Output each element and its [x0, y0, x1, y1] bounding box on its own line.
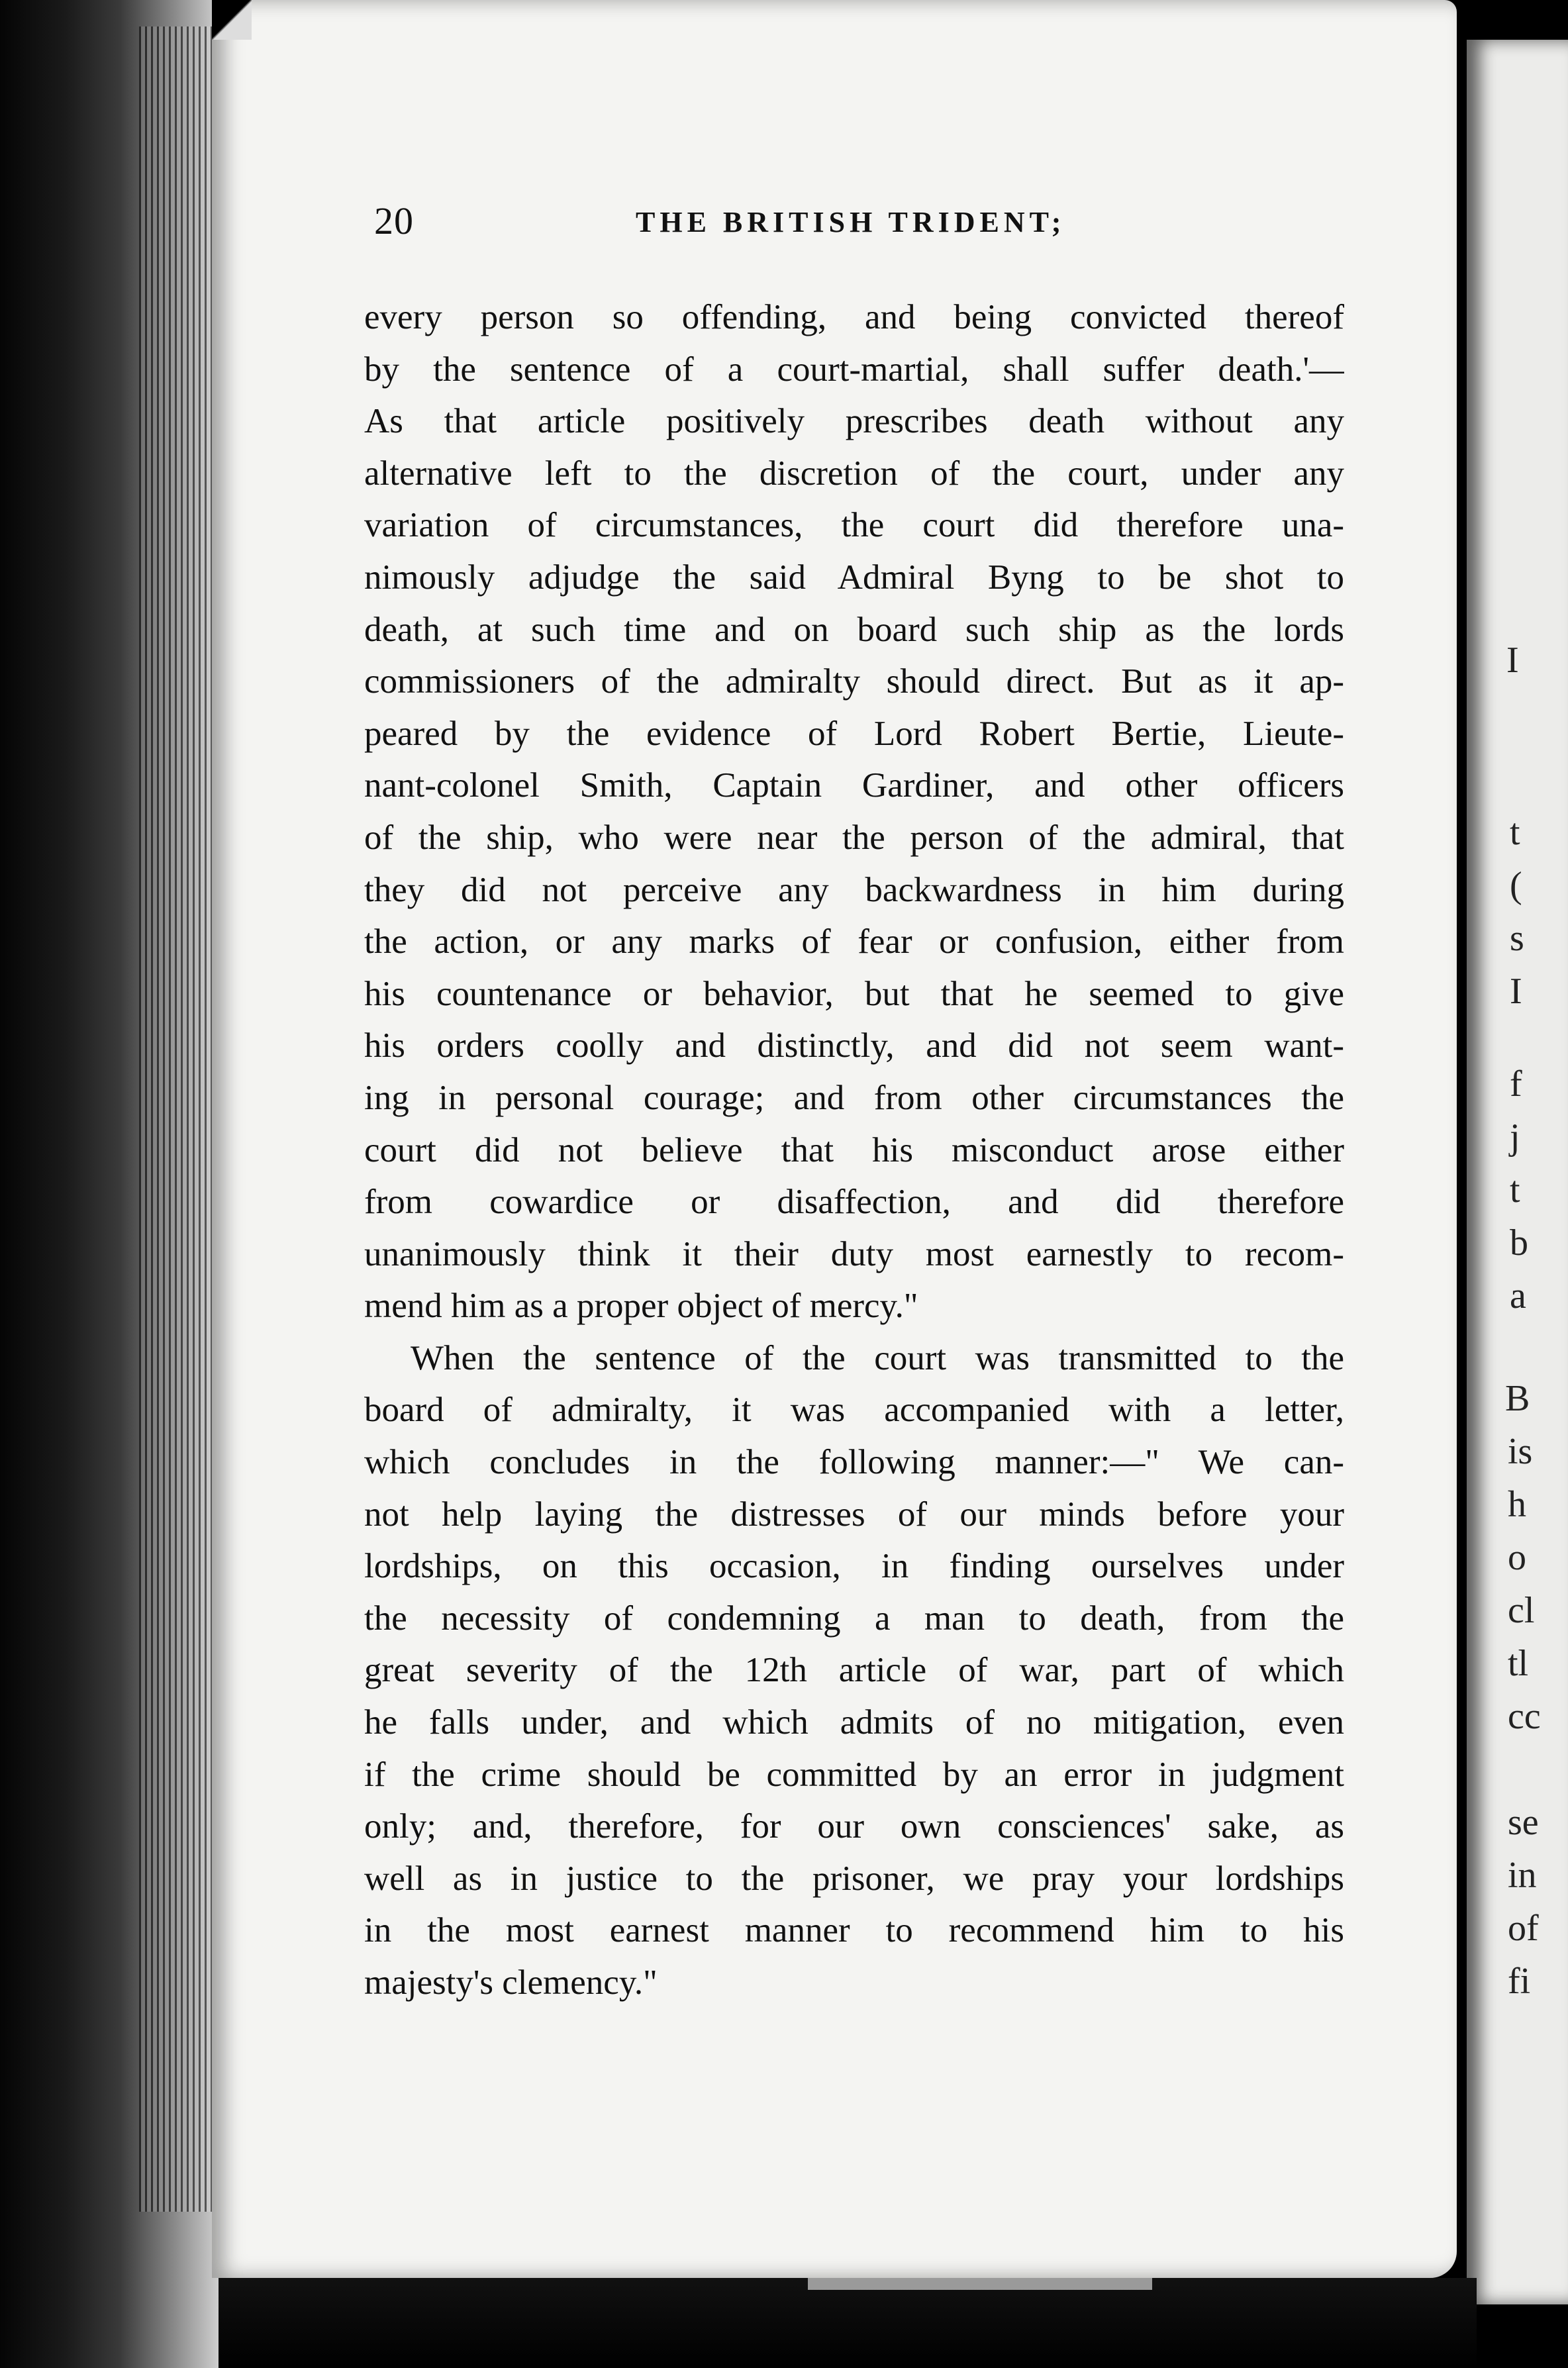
page-edges: [139, 26, 212, 2212]
text-line: unanimously think it their duty most earnestly to recom-: [364, 1234, 1344, 1273]
page-bottom-edge: [808, 2278, 1152, 2290]
facing-page-fragment: o: [1508, 1537, 1526, 1578]
text-line: which concludes in the following manner:—" We can-: [364, 1443, 1344, 1482]
running-title: THE BRITISH TRIDENT;: [636, 206, 1066, 238]
text-line: well as in justice to the prisoner, we pray your lordships: [364, 1859, 1344, 1898]
text-line: not help laying the distresses of our minds before your: [364, 1495, 1344, 1534]
paragraph: [364, 291, 1344, 1332]
facing-page-fragment: I: [1510, 971, 1522, 1012]
text-line: the necessity of condemning a man to death, from the: [364, 1599, 1344, 1638]
text-line: every person so offending, and being convicted thereof: [364, 298, 1344, 336]
text-line: commissioners of the admiralty should direct. But as it ap-: [364, 662, 1344, 701]
paragraph: [364, 1332, 1344, 2009]
text-line: mend him as a proper object of mercy.": [364, 1287, 918, 1326]
facing-page-fragment: fi: [1508, 1961, 1531, 2002]
text-line: he falls under, and which admits of no mitigation, even: [364, 1703, 1344, 1742]
facing-page-fragment: b: [1510, 1222, 1528, 1263]
text-line: lordships, on this occasion, in finding ourselves under: [364, 1547, 1344, 1586]
facing-page: [1467, 40, 1568, 2304]
text-line: only; and, therefore, for our own consciences' sake, as: [364, 1807, 1344, 1846]
page-bottom-shadow: [219, 2278, 1477, 2368]
facing-page-fragment: B: [1505, 1378, 1530, 1419]
body-text: [364, 291, 1344, 2009]
facing-page-fragment: cl: [1508, 1590, 1535, 1631]
facing-page-fragment: is: [1508, 1431, 1533, 1472]
facing-page-fragment: j: [1510, 1116, 1520, 1158]
text-line: variation of circumstances, the court did therefore una-: [364, 506, 1344, 545]
text-line: his countenance or behavior, but that he seemed to give: [364, 974, 1344, 1013]
text-line: ing in personal courage; and from other circumstances the: [364, 1078, 1344, 1117]
facing-page-fragment: tl: [1508, 1643, 1529, 1684]
facing-page-fragment: in: [1508, 1855, 1537, 1896]
text-line: his orders coolly and distinctly, and did not seem want-: [364, 1026, 1344, 1065]
page-corner: [212, 0, 252, 40]
text-line: nimously adjudge the said Admiral Byng to be shot to: [364, 558, 1344, 597]
text-line: When the sentence of the court was transmitted to the: [411, 1338, 1344, 1377]
page-number: 20: [374, 199, 414, 242]
facing-page-fragment: se: [1508, 1802, 1539, 1843]
text-line: peared by the evidence of Lord Robert Bertie, Lieute-: [364, 714, 1344, 753]
facing-page-fragment: a: [1510, 1275, 1526, 1316]
facing-page-fragment: s: [1510, 918, 1524, 959]
text-line: board of admiralty, it was accompanied with a letter,: [364, 1391, 1344, 1430]
facing-page-fragment: t: [1510, 1169, 1520, 1210]
text-line: by the sentence of a court-martial, shall suffer death.'—: [364, 350, 1344, 389]
text-line: if the crime should be committed by an error in judgment: [364, 1755, 1344, 1794]
facing-page-fragment: cc: [1508, 1696, 1541, 1737]
text-line: in the most earnest manner to recommend him to his: [364, 1911, 1344, 1950]
text-line: of the ship, who were near the person of the admiral, that: [364, 818, 1344, 857]
text-line: great severity of the 12th article of war, part of which: [364, 1651, 1344, 1690]
text-line: court did not believe that his misconduct arose either: [364, 1130, 1344, 1169]
text-line: As that article positively prescribes death without any: [364, 402, 1344, 441]
text-line: they did not perceive any backwardness in him during: [364, 870, 1344, 909]
text-line: death, at such time and on board such ship as the lords: [364, 610, 1344, 649]
facing-page-fragment: t: [1510, 812, 1520, 853]
text-line: alternative left to the discretion of the court, under any: [364, 454, 1344, 493]
text-line: the action, or any marks of fear or confusion, either from: [364, 922, 1344, 962]
facing-page-fragment: (: [1510, 865, 1522, 906]
facing-page-fragment: h: [1508, 1484, 1526, 1525]
text-line: majesty's clemency.": [364, 1963, 658, 2002]
running-header: [374, 199, 1341, 245]
text-line: nant-colonel Smith, Captain Gardiner, and other officers: [364, 766, 1344, 805]
facing-page-fragment: of: [1508, 1908, 1539, 1949]
facing-page-fragment: I: [1506, 640, 1519, 681]
text-line: from cowardice or disaffection, and did therefore: [364, 1183, 1344, 1222]
facing-page-fragment: f: [1510, 1063, 1522, 1105]
